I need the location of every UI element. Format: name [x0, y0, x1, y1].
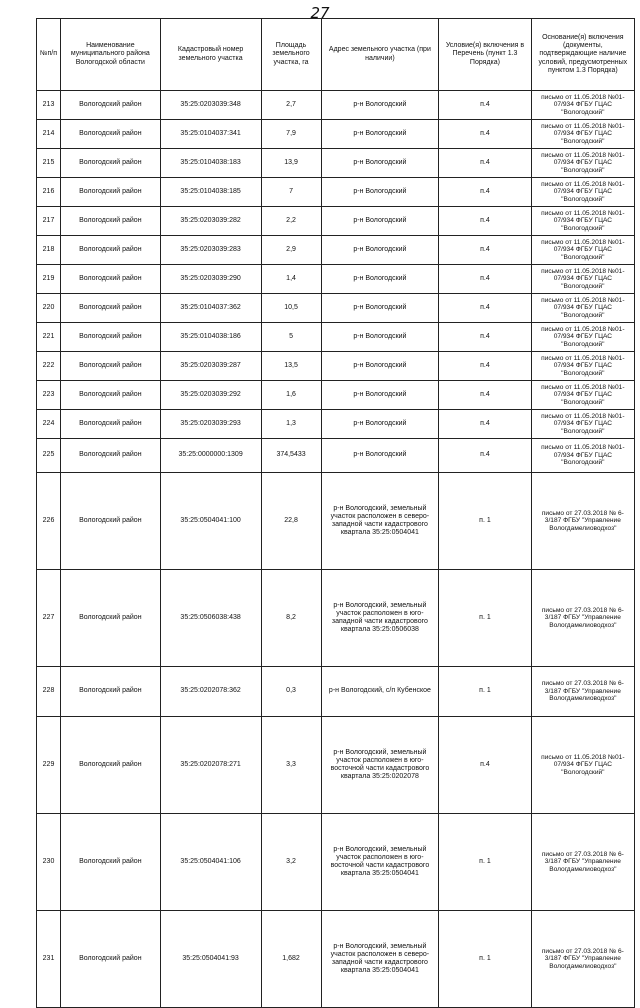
cell-cadastral: 35:25:0104037:341: [160, 120, 261, 149]
cell-area: 10,5: [261, 294, 321, 323]
table-row: [37, 120, 635, 149]
cell-num: 221: [37, 323, 61, 352]
cell-basis: письмо от 11.05.2018 №01-07/934 ФГБУ ГЦАС "Вологодский": [531, 439, 634, 473]
cell-district: Вологодский район: [61, 717, 161, 814]
cell-basis: письмо от 27.03.2018 № 6-3/187 ФГБУ "Управление Вологдамелиоводхоз": [531, 473, 634, 570]
cell-num: 214: [37, 120, 61, 149]
cell-condition: п.4: [439, 265, 531, 294]
cell-basis: письмо от 11.05.2018 №01-07/934 ФГБУ ГЦАС "Вологодский": [531, 717, 634, 814]
cell-num: 217: [37, 207, 61, 236]
cell-district: Вологодский район: [61, 149, 161, 178]
cell-num: 218: [37, 236, 61, 265]
cell-cadastral: 35:25:0203039:282: [160, 207, 261, 236]
cell-district: Вологодский район: [61, 236, 161, 265]
cell-cadastral: 35:25:0104038:186: [160, 323, 261, 352]
cell-basis: письмо от 11.05.2018 №01-07/934 ФГБУ ГЦАС "Вологодский": [531, 381, 634, 410]
cell-num: 226: [37, 473, 61, 570]
cell-area: 1,682: [261, 911, 321, 1008]
cell-district: Вологодский район: [61, 265, 161, 294]
cell-num: 229: [37, 717, 61, 814]
table-body: [37, 91, 635, 1008]
cell-district: Вологодский район: [61, 120, 161, 149]
cell-condition: п. 1: [439, 814, 531, 911]
table-row: [37, 439, 635, 473]
cell-basis: письмо от 11.05.2018 №01-07/934 ФГБУ ГЦАС "Вологодский": [531, 323, 634, 352]
table-row: [37, 149, 635, 178]
table-row: [37, 207, 635, 236]
table-row: [37, 410, 635, 439]
cell-area: 8,2: [261, 570, 321, 667]
table-header-row: [37, 19, 635, 91]
cell-basis: письмо от 11.05.2018 №01-07/934 ФГБУ ГЦАС "Вологодский": [531, 410, 634, 439]
cell-district: Вологодский район: [61, 91, 161, 120]
cell-num: 227: [37, 570, 61, 667]
header-num: №п/п: [37, 19, 61, 91]
cell-condition: п.4: [439, 149, 531, 178]
cell-cadastral: 35:25:0203039:290: [160, 265, 261, 294]
cell-condition: п. 1: [439, 570, 531, 667]
cell-num: 228: [37, 667, 61, 717]
page-number: 27: [310, 4, 330, 22]
cell-cadastral: 35:25:0203039:283: [160, 236, 261, 265]
table-row: [37, 91, 635, 120]
cell-district: Вологодский район: [61, 381, 161, 410]
cell-num: 231: [37, 911, 61, 1008]
cell-area: 3,3: [261, 717, 321, 814]
cell-cadastral: 35:25:0104037:362: [160, 294, 261, 323]
cell-area: 7,9: [261, 120, 321, 149]
cell-address: р-н Вологодский: [321, 120, 439, 149]
table-row: [37, 381, 635, 410]
cell-area: 0,3: [261, 667, 321, 717]
header-area: Площадь земельного участка, га: [261, 19, 321, 91]
cell-district: Вологодский район: [61, 911, 161, 1008]
cell-district: Вологодский район: [61, 439, 161, 473]
cell-basis: письмо от 27.03.2018 № 6-3/187 ФГБУ "Управление Вологдамелиоводхоз": [531, 814, 634, 911]
cell-basis: письмо от 11.05.2018 №01-07/934 ФГБУ ГЦАС "Вологодский": [531, 207, 634, 236]
cell-district: Вологодский район: [61, 814, 161, 911]
cell-district: Вологодский район: [61, 570, 161, 667]
cell-condition: п.4: [439, 410, 531, 439]
cell-condition: п. 1: [439, 473, 531, 570]
cell-cadastral: 35:25:0202078:271: [160, 717, 261, 814]
cell-area: 1,6: [261, 381, 321, 410]
cell-cadastral: 35:25:0506038:438: [160, 570, 261, 667]
table-row: [37, 236, 635, 265]
cell-condition: п.4: [439, 120, 531, 149]
cell-num: 223: [37, 381, 61, 410]
table-row: [37, 265, 635, 294]
header-cadastral: Кадастровый номер земельного участка: [160, 19, 261, 91]
cell-cadastral: 35:25:0203039:292: [160, 381, 261, 410]
cell-basis: письмо от 27.03.2018 № 6-3/187 ФГБУ "Управление Вологдамелиоводхоз": [531, 911, 634, 1008]
cell-basis: письмо от 11.05.2018 №01-07/934 ФГБУ ГЦАС "Вологодский": [531, 120, 634, 149]
cell-area: 2,9: [261, 236, 321, 265]
cell-condition: п.4: [439, 207, 531, 236]
cell-cadastral: 35:25:0504041:100: [160, 473, 261, 570]
table-row: [37, 717, 635, 814]
cell-num: 224: [37, 410, 61, 439]
table-row: [37, 667, 635, 717]
cell-address: р-н Вологодский: [321, 207, 439, 236]
cell-address: р-н Вологодский: [321, 149, 439, 178]
cell-district: Вологодский район: [61, 178, 161, 207]
cell-address: р-н Вологодский: [321, 294, 439, 323]
cell-num: 220: [37, 294, 61, 323]
land-plots-table: [36, 18, 635, 1008]
cell-area: 1,3: [261, 410, 321, 439]
table-row: [37, 178, 635, 207]
cell-cadastral: 35:25:0504041:93: [160, 911, 261, 1008]
cell-address: р-н Вологодский, земельный участок расположен в юго-восточной части кадастрового квартала 35:25:0504041: [321, 814, 439, 911]
cell-district: Вологодский район: [61, 352, 161, 381]
cell-condition: п.4: [439, 323, 531, 352]
cell-address: р-н Вологодский: [321, 352, 439, 381]
cell-condition: п.4: [439, 352, 531, 381]
cell-address: р-н Вологодский: [321, 236, 439, 265]
cell-cadastral: 35:25:0203039:348: [160, 91, 261, 120]
header-condition: Условие(я) включения в Перечень (пункт 1.3 Порядка): [439, 19, 531, 91]
table-row: [37, 814, 635, 911]
cell-district: Вологодский район: [61, 323, 161, 352]
cell-num: 213: [37, 91, 61, 120]
cell-condition: п.4: [439, 236, 531, 265]
cell-area: 5: [261, 323, 321, 352]
cell-district: Вологодский район: [61, 410, 161, 439]
cell-cadastral: 35:25:0203039:293: [160, 410, 261, 439]
cell-area: 1,4: [261, 265, 321, 294]
cell-address: р-н Вологодский, земельный участок расположен в северо-западной части кадастрового квартала 35:25:0504041: [321, 911, 439, 1008]
cell-area: 374,5433: [261, 439, 321, 473]
cell-cadastral: 35:25:0203039:287: [160, 352, 261, 381]
cell-basis: письмо от 27.03.2018 № 6-3/187 ФГБУ "Управление Вологдамелиоводхоз": [531, 667, 634, 717]
cell-area: 2,2: [261, 207, 321, 236]
cell-district: Вологодский район: [61, 667, 161, 717]
cell-address: р-н Вологодский, с/п Кубенское: [321, 667, 439, 717]
cell-basis: письмо от 11.05.2018 №01-07/934 ФГБУ ГЦАС "Вологодский": [531, 178, 634, 207]
cell-cadastral: 35:25:0000000:1309: [160, 439, 261, 473]
cell-area: 2,7: [261, 91, 321, 120]
cell-basis: письмо от 11.05.2018 №01-07/934 ФГБУ ГЦАС "Вологодский": [531, 265, 634, 294]
cell-num: 230: [37, 814, 61, 911]
cell-condition: п.4: [439, 178, 531, 207]
table-row: [37, 352, 635, 381]
cell-cadastral: 35:25:0104038:185: [160, 178, 261, 207]
table-row: [37, 570, 635, 667]
table-row: [37, 911, 635, 1008]
cell-area: 7: [261, 178, 321, 207]
cell-basis: письмо от 11.05.2018 №01-07/934 ФГБУ ГЦАС "Вологодский": [531, 294, 634, 323]
cell-basis: письмо от 11.05.2018 №01-07/934 ФГБУ ГЦАС "Вологодский": [531, 236, 634, 265]
cell-district: Вологодский район: [61, 207, 161, 236]
cell-basis: письмо от 11.05.2018 №01-07/934 ФГБУ ГЦАС "Вологодский": [531, 149, 634, 178]
cell-district: Вологодский район: [61, 473, 161, 570]
cell-condition: п.4: [439, 381, 531, 410]
cell-condition: п. 1: [439, 911, 531, 1008]
cell-address: р-н Вологодский: [321, 410, 439, 439]
cell-address: р-н Вологодский, земельный участок расположен в юго-западной части кадастрового квартала 35:25:0506038: [321, 570, 439, 667]
cell-address: р-н Вологодский: [321, 178, 439, 207]
cell-basis: письмо от 11.05.2018 №01-07/934 ФГБУ ГЦАС "Вологодский": [531, 91, 634, 120]
header-district: Наименование муниципального района Вологодской области: [61, 19, 161, 91]
cell-district: Вологодский район: [61, 294, 161, 323]
cell-condition: п.4: [439, 294, 531, 323]
cell-address: р-н Вологодский, земельный участок расположен в северо-западной части кадастрового квартала 35:25:0504041: [321, 473, 439, 570]
cell-num: 215: [37, 149, 61, 178]
cell-num: 225: [37, 439, 61, 473]
cell-address: р-н Вологодский: [321, 381, 439, 410]
cell-num: 219: [37, 265, 61, 294]
cell-condition: п.4: [439, 717, 531, 814]
cell-area: 13,9: [261, 149, 321, 178]
cell-area: 22,8: [261, 473, 321, 570]
cell-cadastral: 35:25:0202078:362: [160, 667, 261, 717]
table-row: [37, 323, 635, 352]
cell-address: р-н Вологодский, земельный участок расположен в юго-восточной части кадастрового квартала 35:25:0202078: [321, 717, 439, 814]
cell-basis: письмо от 27.03.2018 № 6-3/187 ФГБУ "Управление Вологдамелиоводхоз": [531, 570, 634, 667]
cell-address: р-н Вологодский: [321, 91, 439, 120]
cell-cadastral: 35:25:0104038:183: [160, 149, 261, 178]
header-address: Адрес земельного участка (при наличии): [321, 19, 439, 91]
cell-num: 222: [37, 352, 61, 381]
cell-area: 13,5: [261, 352, 321, 381]
cell-basis: письмо от 11.05.2018 №01-07/934 ФГБУ ГЦАС "Вологодский": [531, 352, 634, 381]
table-row: [37, 294, 635, 323]
cell-address: р-н Вологодский: [321, 323, 439, 352]
table-row: [37, 473, 635, 570]
cell-num: 216: [37, 178, 61, 207]
cell-condition: п.4: [439, 439, 531, 473]
cell-condition: п. 1: [439, 667, 531, 717]
header-basis: Основание(я) включения (документы, подтверждающие наличие условий, предусмотренных пунктом 1.3 Порядка): [531, 19, 634, 91]
cell-condition: п.4: [439, 91, 531, 120]
cell-area: 3,2: [261, 814, 321, 911]
cell-address: р-н Вологодский: [321, 439, 439, 473]
cell-cadastral: 35:25:0504041:106: [160, 814, 261, 911]
cell-address: р-н Вологодский: [321, 265, 439, 294]
